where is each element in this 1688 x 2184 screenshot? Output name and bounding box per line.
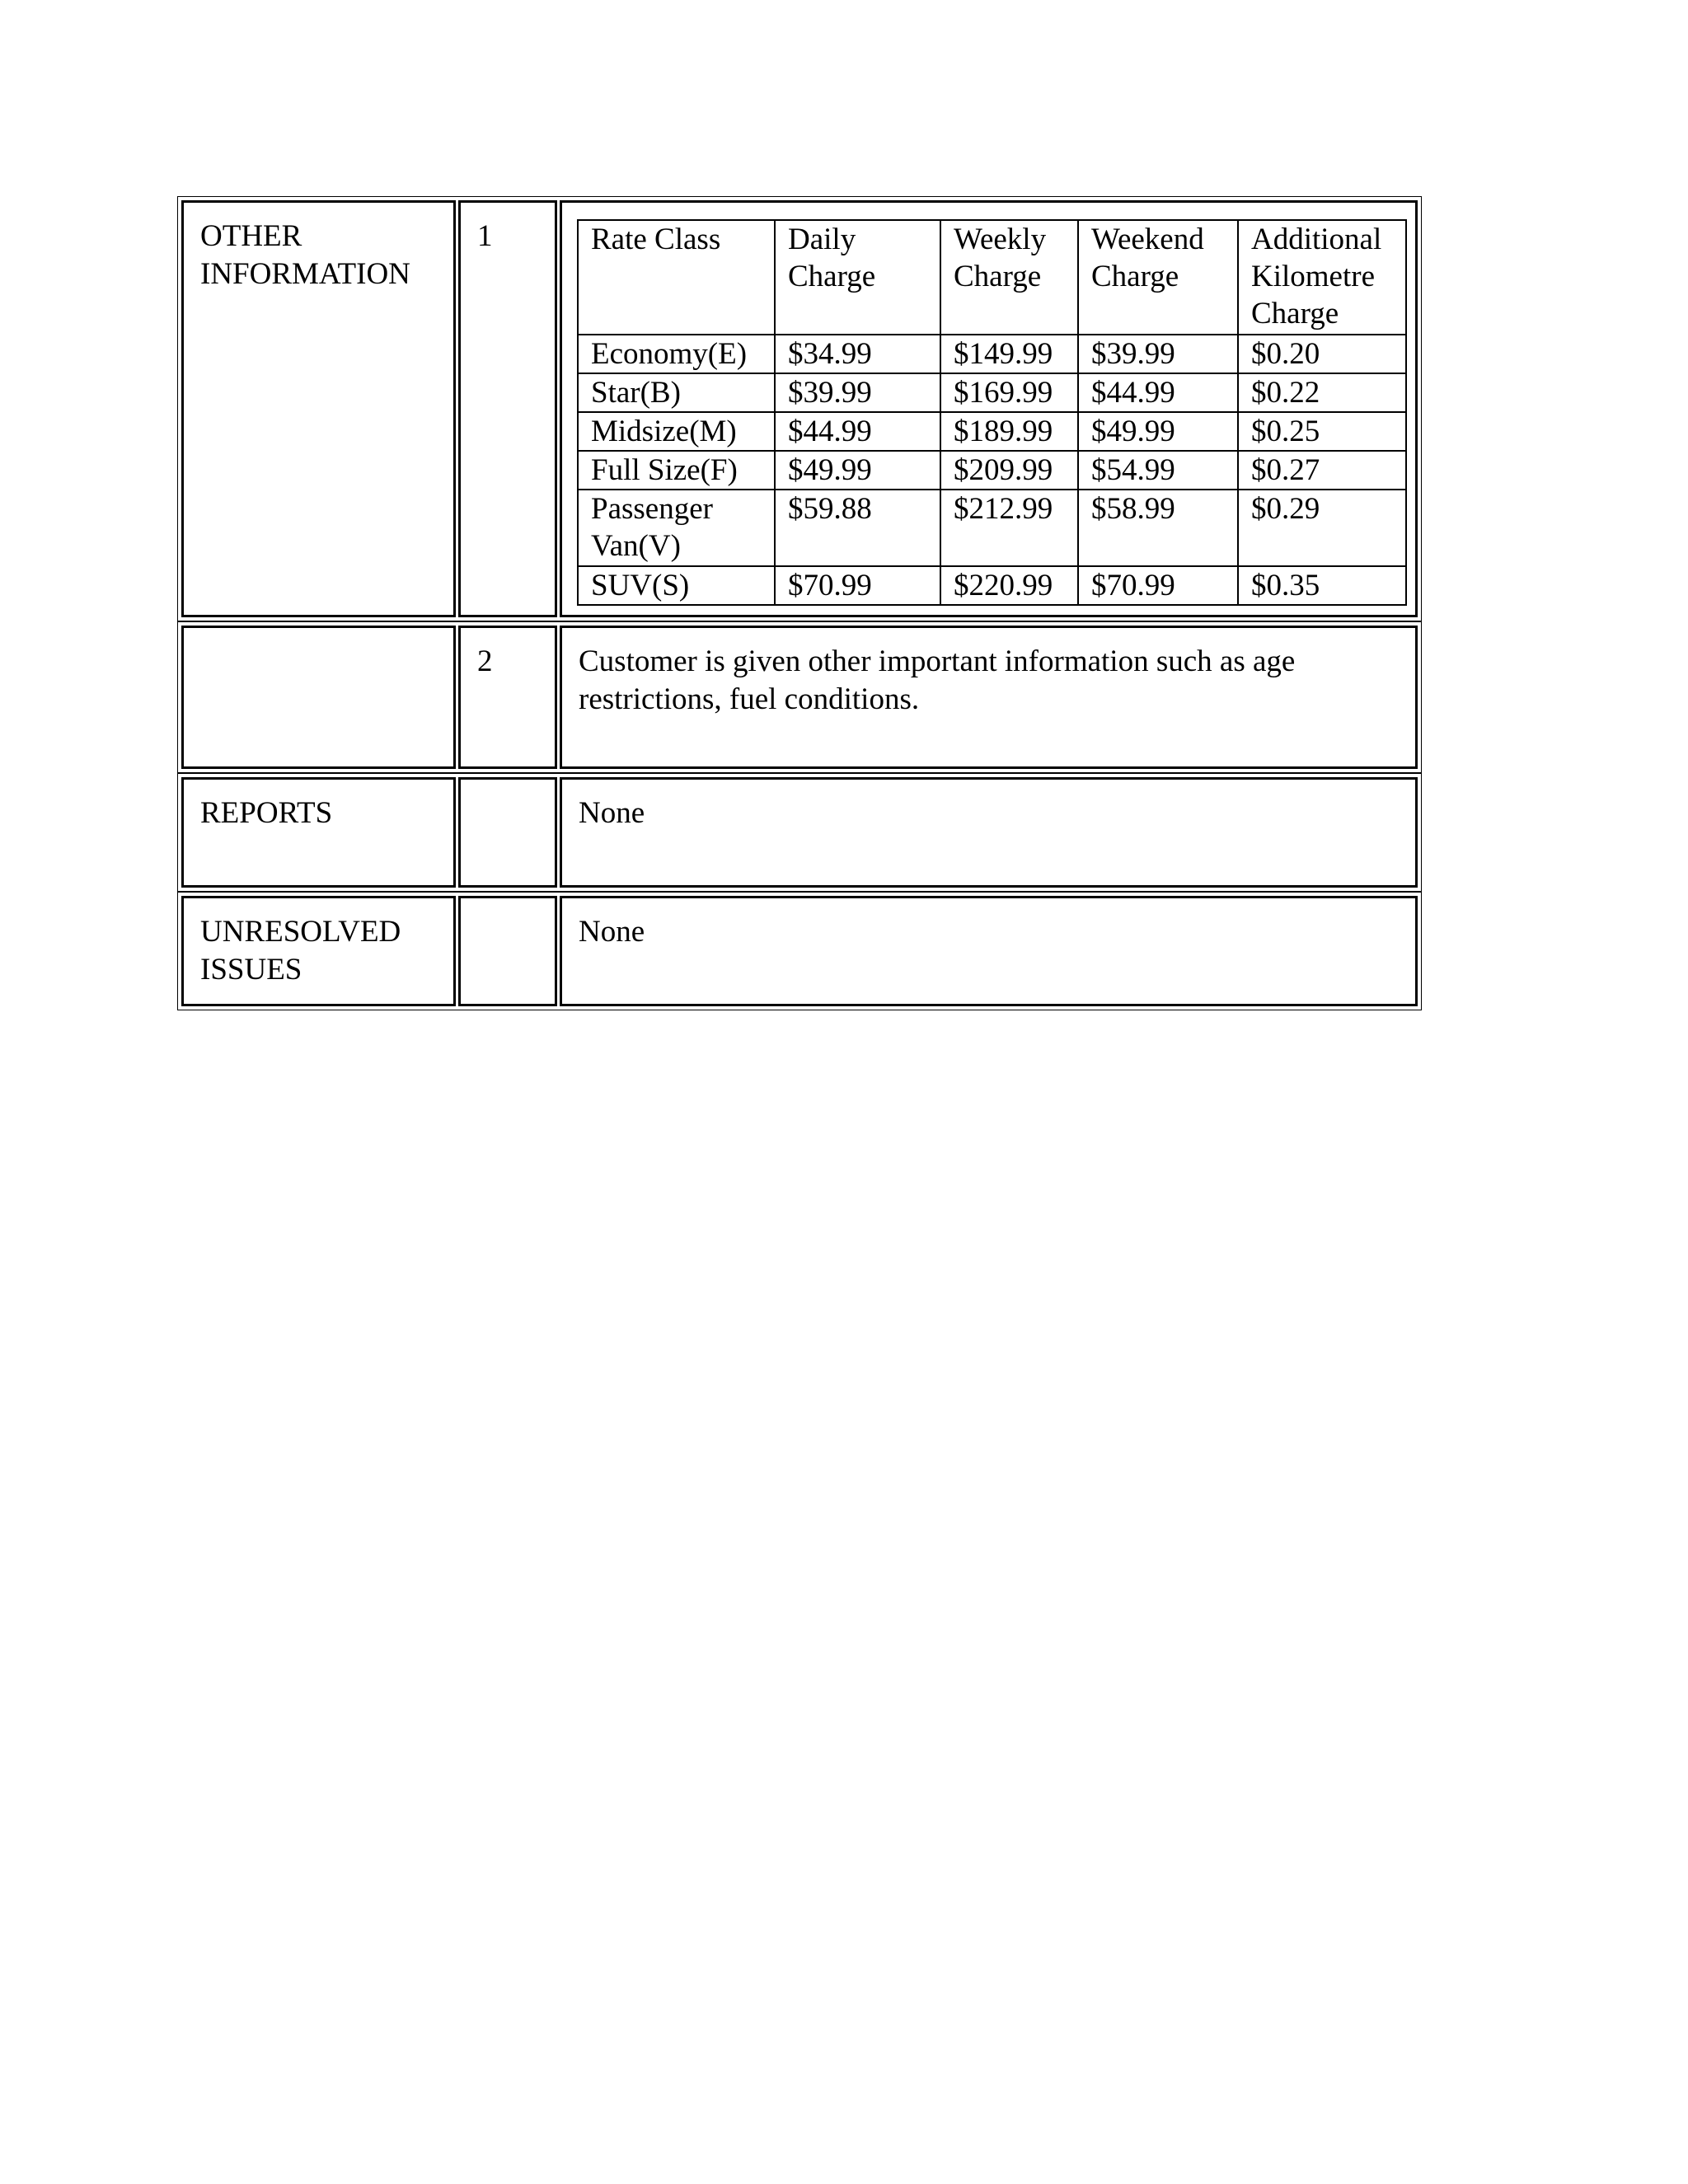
other-information-item-2-row xyxy=(177,621,1422,773)
rate-table-header: Weekend Charge xyxy=(1078,220,1238,335)
table-row xyxy=(578,451,1406,490)
rate-table-header: Additional Kilometre Charge xyxy=(1238,220,1406,335)
weekend-charge-cell: $58.99 xyxy=(1078,490,1238,566)
additional-km-charge-cell: $0.20 xyxy=(1238,335,1406,373)
daily-charge-cell: $44.99 xyxy=(775,412,940,451)
additional-km-charge-cell: $0.22 xyxy=(1238,373,1406,412)
rate-class-cell: Economy(E) xyxy=(578,335,775,373)
table-row xyxy=(578,373,1406,412)
rate-table-header-row xyxy=(578,220,1406,335)
section-label-cell xyxy=(181,896,456,1006)
weekly-charge-cell: $149.99 xyxy=(940,335,1078,373)
table-row xyxy=(578,412,1406,451)
additional-km-charge-cell: $0.27 xyxy=(1238,451,1406,490)
rate-table-header: Weekly Charge xyxy=(940,220,1078,335)
rate-class-cell: SUV(S) xyxy=(578,566,775,605)
customer-info-text: Customer is given other important information such as age restrictions, fuel conditions. xyxy=(579,644,1296,716)
rate-table-header: Daily Charge xyxy=(775,220,940,335)
weekend-charge-cell: $39.99 xyxy=(1078,335,1238,373)
weekend-charge-cell: $44.99 xyxy=(1078,373,1238,412)
additional-km-charge-cell: $0.25 xyxy=(1238,412,1406,451)
rate-class-cell: Passenger Van(V) xyxy=(578,490,775,566)
rate-table-header: Rate Class xyxy=(578,220,775,335)
item-description-cell xyxy=(560,777,1418,888)
daily-charge-cell: $59.88 xyxy=(775,490,940,566)
item-number-cell xyxy=(458,200,557,617)
daily-charge-cell: $70.99 xyxy=(775,566,940,605)
reports-label: REPORTS xyxy=(200,796,333,830)
daily-charge-cell: $34.99 xyxy=(775,335,940,373)
daily-charge-cell: $49.99 xyxy=(775,451,940,490)
additional-km-charge-cell: $0.35 xyxy=(1238,566,1406,605)
item-number-1: 1 xyxy=(477,219,493,253)
item-number-cell xyxy=(458,777,557,888)
weekend-charge-cell: $49.99 xyxy=(1078,412,1238,451)
table-row xyxy=(578,335,1406,373)
unresolved-issues-row xyxy=(177,892,1422,1010)
rate-table-cell xyxy=(560,200,1418,617)
other-information-row xyxy=(177,196,1422,621)
reports-row xyxy=(177,773,1422,892)
rate-class-cell: Star(B) xyxy=(578,373,775,412)
weekly-charge-cell: $189.99 xyxy=(940,412,1078,451)
rate-class-cell: Full Size(F) xyxy=(578,451,775,490)
section-label-cell xyxy=(181,626,456,769)
item-description-cell xyxy=(560,896,1418,1006)
weekly-charge-cell: $212.99 xyxy=(940,490,1078,566)
reports-value: None xyxy=(579,796,645,830)
weekly-charge-cell: $209.99 xyxy=(940,451,1078,490)
rate-table xyxy=(577,219,1407,606)
section-label-cell xyxy=(181,200,456,617)
rate-class-cell: Midsize(M) xyxy=(578,412,775,451)
table-row xyxy=(578,566,1406,605)
item-number-cell xyxy=(458,896,557,1006)
additional-km-charge-cell: $0.29 xyxy=(1238,490,1406,566)
weekly-charge-cell: $169.99 xyxy=(940,373,1078,412)
item-description-cell xyxy=(560,626,1418,769)
unresolved-issues-value: None xyxy=(579,915,645,949)
other-information-label: OTHER INFORMATION xyxy=(200,219,410,291)
weekly-charge-cell: $220.99 xyxy=(940,566,1078,605)
weekend-charge-cell: $54.99 xyxy=(1078,451,1238,490)
section-label-cell xyxy=(181,777,456,888)
unresolved-issues-label: UNRESOLVED ISSUES xyxy=(200,915,401,987)
daily-charge-cell: $39.99 xyxy=(775,373,940,412)
table-row xyxy=(578,490,1406,566)
item-number-cell xyxy=(458,626,557,769)
weekend-charge-cell: $70.99 xyxy=(1078,566,1238,605)
item-number-2: 2 xyxy=(477,644,493,678)
